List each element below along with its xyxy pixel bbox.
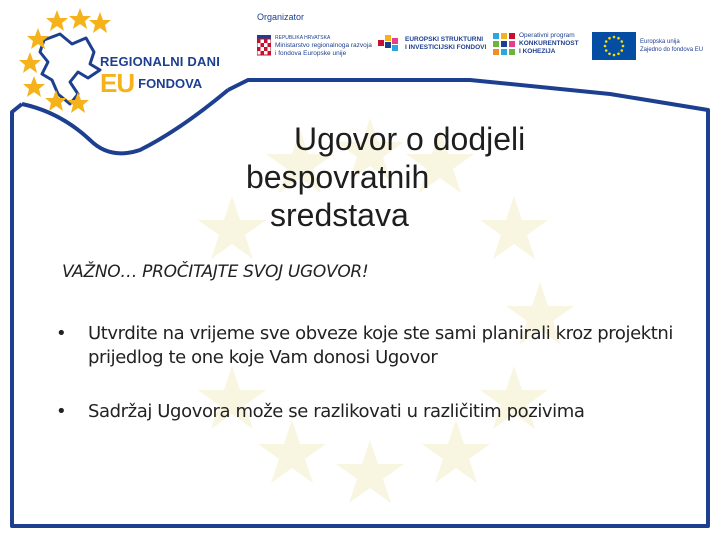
- bullet-item: [56, 322, 676, 370]
- esi-line-2: I INVESTICIJSKI FONDOVI: [405, 44, 487, 51]
- star-icon: [27, 28, 49, 49]
- eu-line-1: Europska unija: [640, 39, 680, 45]
- star-icon: [67, 92, 89, 113]
- brand-logo: [100, 54, 240, 96]
- op-line-3: I KOHEZIJA: [519, 48, 556, 55]
- op-icon: [492, 32, 516, 56]
- bullet-marker: •: [56, 323, 67, 344]
- organizer-label: Organizator: [257, 12, 305, 22]
- bullet-marker: •: [56, 401, 67, 422]
- ministry-logo-text: [275, 34, 372, 58]
- star-icon: [19, 52, 41, 73]
- esi-funds-logo: [376, 32, 486, 56]
- brand-title: REGIONALNI DANI: [100, 54, 220, 69]
- ministry-line-3: i fondova Europske unije: [275, 50, 347, 57]
- eu-flag-icon: [592, 32, 636, 60]
- eu-logo-text: [640, 38, 710, 54]
- star-icon: [45, 90, 67, 111]
- esi-line-1: EUROPSKI STRUKTURNI: [405, 36, 484, 43]
- title-line-2: bespovratnih: [246, 159, 430, 195]
- bullet-text: Utvrdite na vrijeme sve obveze koje ste sami planirali kroz projektni prijedlog te one koje Vam donosi Ugovor: [88, 323, 674, 368]
- croatian-coat-of-arms-icon: [257, 35, 271, 57]
- bullet-list: [56, 322, 676, 454]
- esi-funds-logo-text: [405, 36, 486, 52]
- star-icon: [23, 76, 45, 97]
- brand-eu: EU: [100, 68, 135, 98]
- ministry-line-1: REPUBLIKA HRVATSKA: [275, 35, 331, 41]
- eu-logo: [592, 32, 710, 60]
- brand-row: [100, 70, 240, 96]
- title-line-3: sredstava: [270, 197, 409, 233]
- star-icon: [89, 12, 111, 33]
- logo-stars: [19, 8, 111, 113]
- croatia-map-icon: [40, 34, 100, 104]
- bullet-text: Sadržaj Ugovora može se razlikovati u različitim pozivima: [88, 401, 585, 422]
- eu-line-2: Zajedno do fondova EU: [640, 47, 704, 53]
- star-icon: [69, 8, 91, 29]
- star-icon: [46, 10, 68, 31]
- bullet-item: [56, 400, 676, 424]
- brand-fondova: FONDOVA: [138, 75, 203, 91]
- op-logo: [492, 32, 579, 56]
- ministry-logo: [257, 34, 372, 58]
- op-line-1: Operativni program: [519, 32, 575, 39]
- title-line-1: Ugovor o dodjeli: [294, 121, 526, 157]
- op-line-2: KONKURENTNOST: [519, 40, 579, 47]
- slide-title: [200, 120, 620, 234]
- ministry-line-2: Ministarstvo regionalnoga razvoja: [275, 42, 372, 49]
- op-logo-text: [519, 32, 579, 56]
- esi-funds-icon: [376, 32, 402, 56]
- slide-subtitle: VAŽNO… PROČITAJTE SVOJ UGOVOR!: [62, 262, 369, 282]
